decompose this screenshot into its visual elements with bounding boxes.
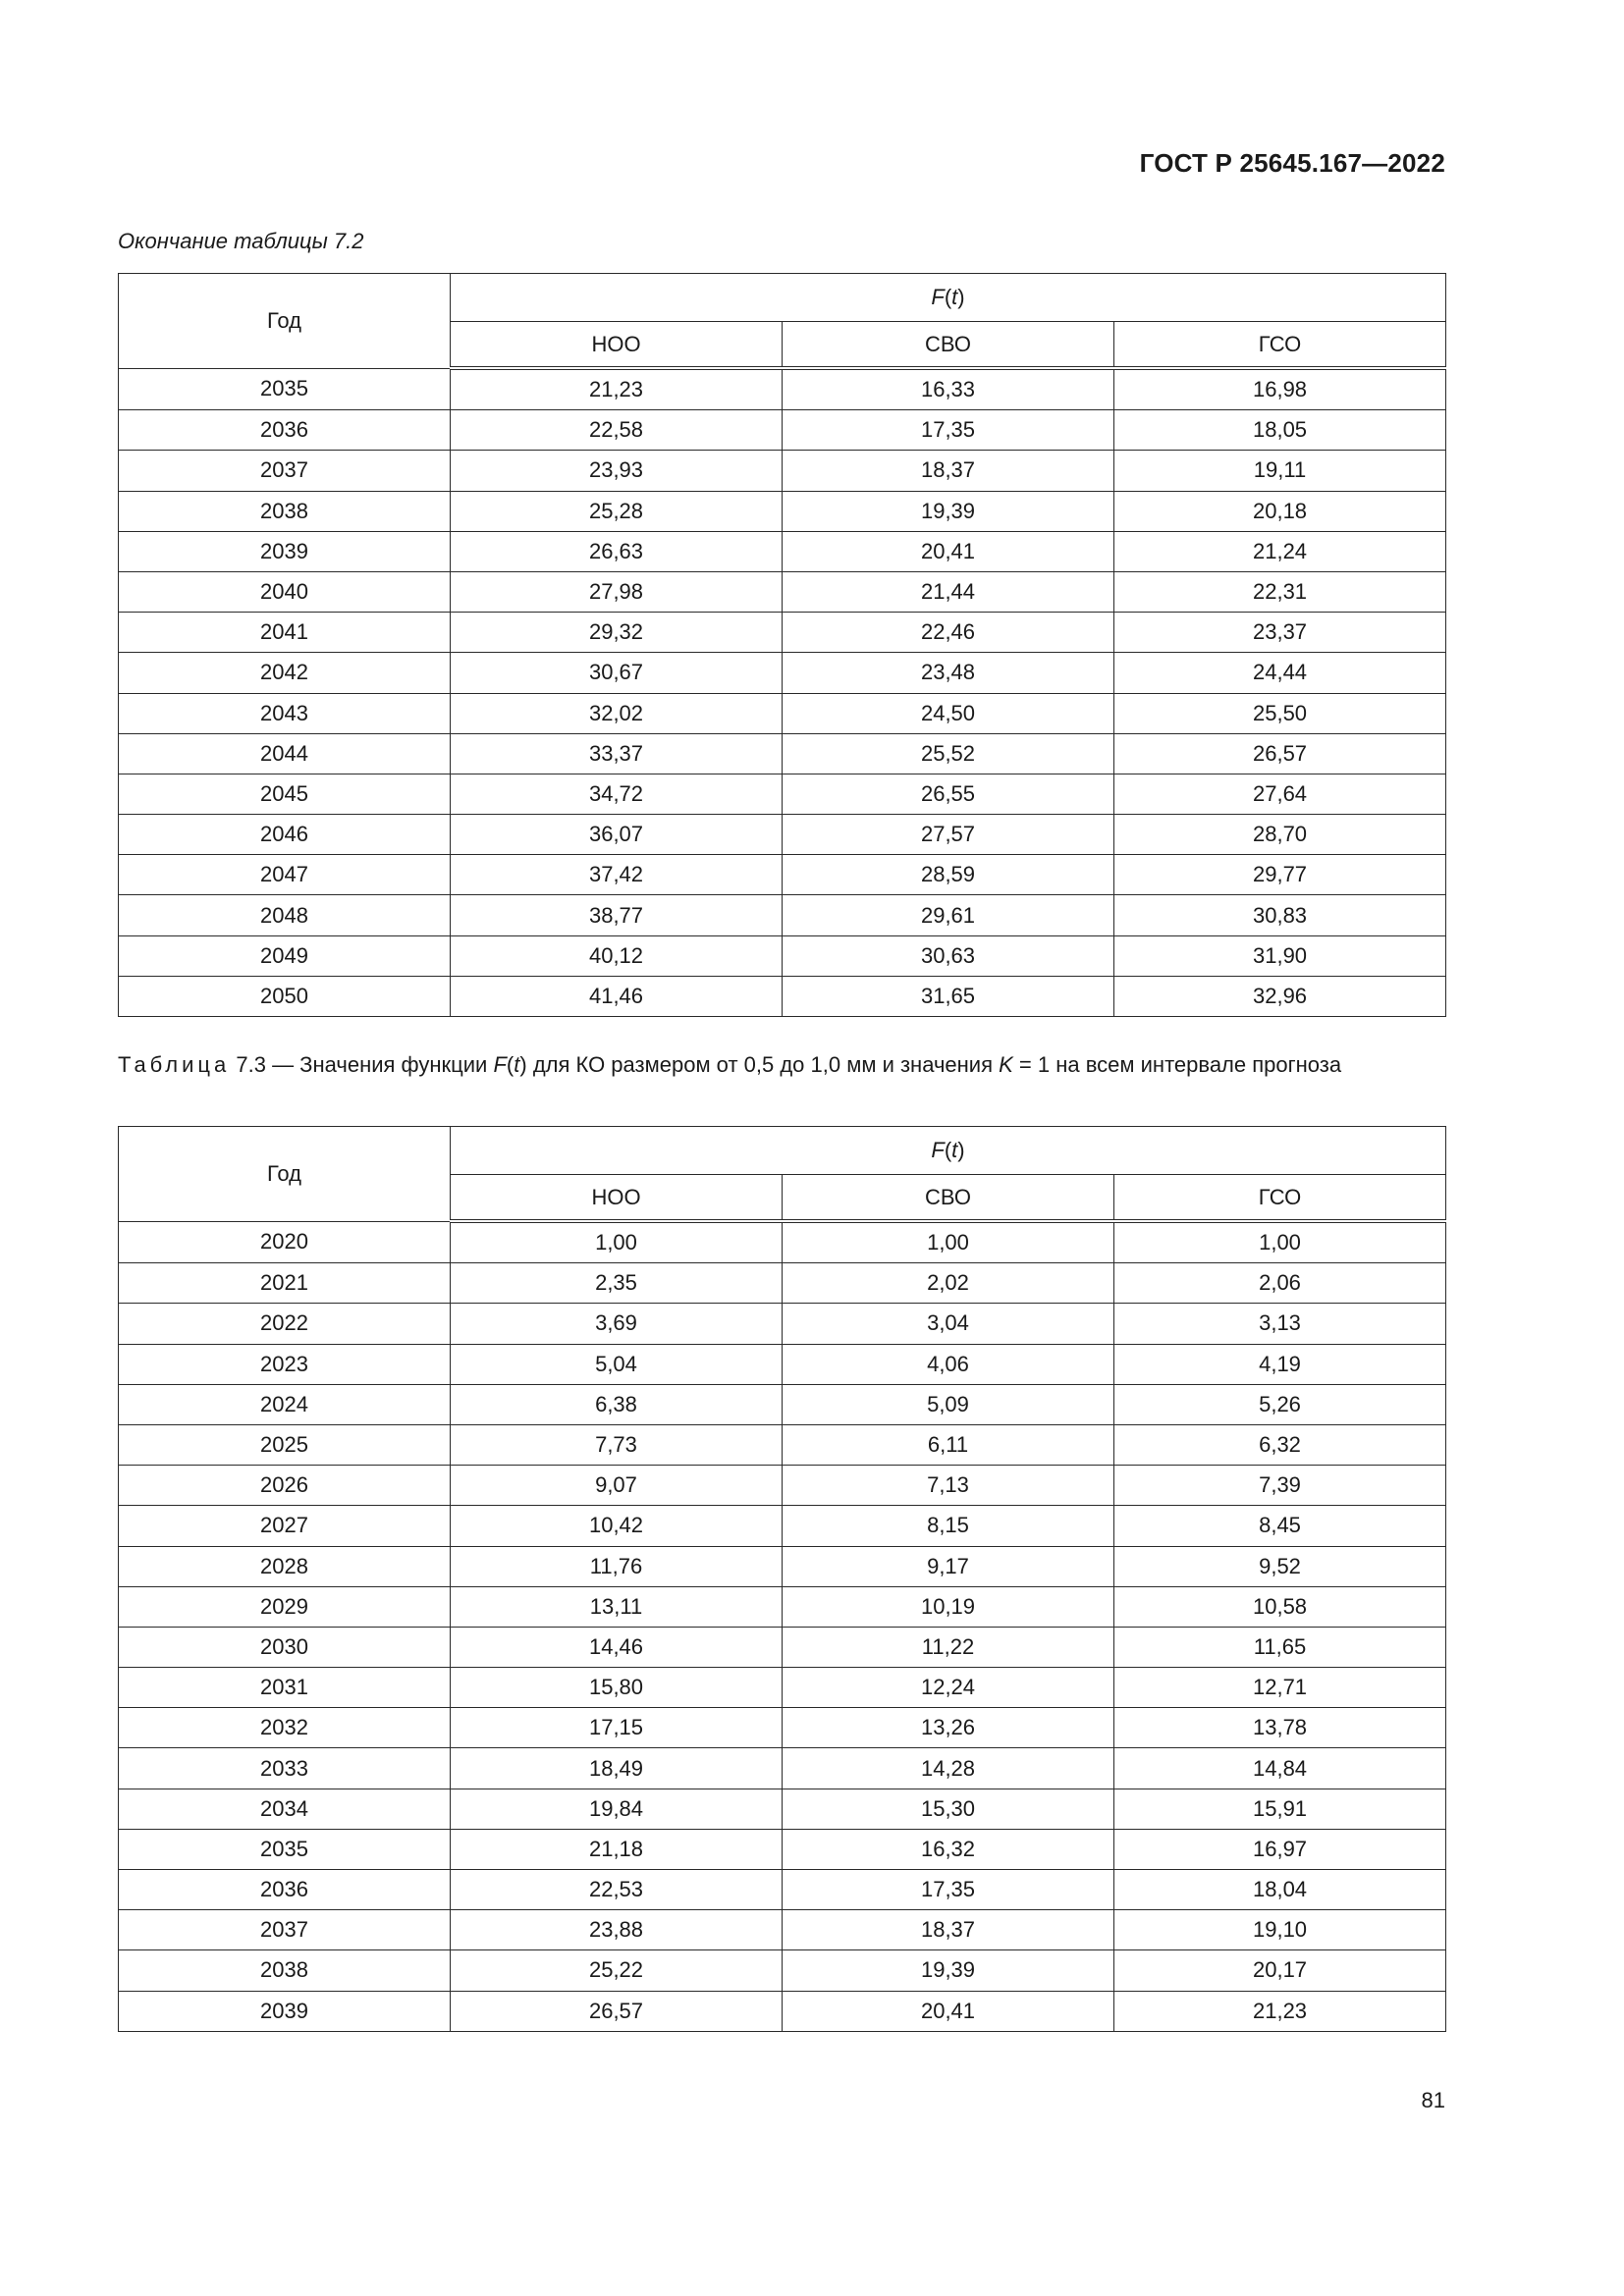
year-cell: 2033	[119, 1748, 451, 1789]
year-cell: 2024	[119, 1384, 451, 1424]
table-row	[119, 935, 1446, 976]
value-cell: 25,50	[1114, 693, 1446, 733]
value-cell: 21,24	[1114, 531, 1446, 571]
table-row	[119, 1221, 1446, 1263]
year-cell: 2021	[119, 1263, 451, 1304]
value-cell: 11,22	[783, 1627, 1114, 1667]
table-row	[119, 571, 1446, 612]
value-cell: 17,15	[451, 1708, 783, 1748]
table-7-3-body	[119, 1221, 1446, 2031]
table-row	[119, 451, 1446, 491]
table-row	[119, 531, 1446, 571]
table-row	[119, 1263, 1446, 1304]
f-t-column-header: F(t)	[451, 1127, 1446, 1175]
table-row	[119, 1829, 1446, 1869]
value-cell: 6,32	[1114, 1424, 1446, 1465]
year-cell: 2026	[119, 1466, 451, 1506]
table-row	[119, 1506, 1446, 1546]
value-cell: 29,77	[1114, 855, 1446, 895]
year-cell: 2050	[119, 976, 451, 1016]
year-cell: 2047	[119, 855, 451, 895]
value-cell: 18,05	[1114, 410, 1446, 451]
value-cell: 33,37	[451, 733, 783, 774]
table-row	[119, 815, 1446, 855]
year-cell: 2030	[119, 1627, 451, 1667]
year-cell: 2025	[119, 1424, 451, 1465]
year-cell: 2036	[119, 1870, 451, 1910]
year-cell: 2039	[119, 1991, 451, 2031]
value-cell: 19,39	[783, 1950, 1114, 1991]
value-cell: 13,78	[1114, 1708, 1446, 1748]
table-row	[119, 1910, 1446, 1950]
value-cell: 28,59	[783, 855, 1114, 895]
value-cell: 19,10	[1114, 1910, 1446, 1950]
value-cell: 2,02	[783, 1263, 1114, 1304]
value-cell: 23,37	[1114, 613, 1446, 653]
value-cell: 23,48	[783, 653, 1114, 693]
value-cell: 9,17	[783, 1546, 1114, 1586]
value-cell: 31,90	[1114, 935, 1446, 976]
value-cell: 24,44	[1114, 653, 1446, 693]
table-row	[119, 1304, 1446, 1344]
column-header-noo: НОО	[451, 322, 783, 369]
value-cell: 26,57	[451, 1991, 783, 2031]
year-column-header: Год	[119, 1127, 451, 1222]
value-cell: 12,71	[1114, 1668, 1446, 1708]
year-cell: 2048	[119, 895, 451, 935]
table-row	[119, 1708, 1446, 1748]
f-t-column-header: F(t)	[451, 274, 1446, 322]
value-cell: 10,58	[1114, 1586, 1446, 1627]
year-cell: 2042	[119, 653, 451, 693]
value-cell: 27,64	[1114, 774, 1446, 814]
value-cell: 3,13	[1114, 1304, 1446, 1344]
value-cell: 10,42	[451, 1506, 783, 1546]
table-row	[119, 1546, 1446, 1586]
value-cell: 18,04	[1114, 1870, 1446, 1910]
year-cell: 2027	[119, 1506, 451, 1546]
value-cell: 1,00	[451, 1221, 783, 1263]
page-number: 81	[1421, 2088, 1445, 2112]
table-row	[119, 1424, 1446, 1465]
value-cell: 20,17	[1114, 1950, 1446, 1991]
value-cell: 11,65	[1114, 1627, 1446, 1667]
table-row	[119, 368, 1446, 410]
value-cell: 19,84	[451, 1789, 783, 1829]
value-cell: 4,19	[1114, 1344, 1446, 1384]
value-cell: 2,06	[1114, 1263, 1446, 1304]
table-row	[119, 1586, 1446, 1627]
value-cell: 16,32	[783, 1829, 1114, 1869]
year-cell: 2034	[119, 1789, 451, 1829]
value-cell: 19,11	[1114, 451, 1446, 491]
table-row	[119, 693, 1446, 733]
year-cell: 2035	[119, 1829, 451, 1869]
value-cell: 32,96	[1114, 976, 1446, 1016]
value-cell: 18,37	[783, 1910, 1114, 1950]
value-cell: 14,46	[451, 1627, 783, 1667]
value-cell: 15,80	[451, 1668, 783, 1708]
value-cell: 3,04	[783, 1304, 1114, 1344]
value-cell: 24,50	[783, 693, 1114, 733]
year-cell: 2044	[119, 733, 451, 774]
value-cell: 17,35	[783, 1870, 1114, 1910]
value-cell: 13,11	[451, 1586, 783, 1627]
table-row	[119, 1466, 1446, 1506]
value-cell: 21,44	[783, 571, 1114, 612]
value-cell: 19,39	[783, 491, 1114, 531]
table-row	[119, 855, 1446, 895]
value-cell: 25,52	[783, 733, 1114, 774]
table-7-3	[118, 1126, 1446, 2032]
year-cell: 2045	[119, 774, 451, 814]
value-cell: 32,02	[451, 693, 783, 733]
table-row	[119, 410, 1446, 451]
table-row	[119, 895, 1446, 935]
value-cell: 37,42	[451, 855, 783, 895]
value-cell: 7,39	[1114, 1466, 1446, 1506]
year-cell: 2043	[119, 693, 451, 733]
year-cell: 2031	[119, 1668, 451, 1708]
table-row	[119, 1384, 1446, 1424]
value-cell: 16,98	[1114, 368, 1446, 410]
value-cell: 29,61	[783, 895, 1114, 935]
value-cell: 11,76	[451, 1546, 783, 1586]
table-row	[119, 976, 1446, 1016]
value-cell: 21,18	[451, 1829, 783, 1869]
table-row	[119, 491, 1446, 531]
year-cell: 2035	[119, 368, 451, 410]
year-cell: 2038	[119, 1950, 451, 1991]
value-cell: 9,07	[451, 1466, 783, 1506]
year-cell: 2032	[119, 1708, 451, 1748]
year-cell: 2041	[119, 613, 451, 653]
table-row	[119, 1870, 1446, 1910]
column-header-noo: НОО	[451, 1175, 783, 1222]
value-cell: 30,67	[451, 653, 783, 693]
value-cell: 15,91	[1114, 1789, 1446, 1829]
year-cell: 2037	[119, 1910, 451, 1950]
table-row	[119, 1344, 1446, 1384]
column-header-gso: ГСО	[1114, 1175, 1446, 1222]
value-cell: 26,63	[451, 531, 783, 571]
value-cell: 38,77	[451, 895, 783, 935]
value-cell: 26,55	[783, 774, 1114, 814]
year-cell: 2037	[119, 451, 451, 491]
value-cell: 5,04	[451, 1344, 783, 1384]
value-cell: 21,23	[1114, 1991, 1446, 2031]
value-cell: 8,15	[783, 1506, 1114, 1546]
table-7-2-continuation-caption: Окончание таблицы 7.2	[118, 229, 364, 253]
value-cell: 7,73	[451, 1424, 783, 1465]
year-cell: 2038	[119, 491, 451, 531]
value-cell: 5,09	[783, 1384, 1114, 1424]
value-cell: 27,98	[451, 571, 783, 612]
value-cell: 10,19	[783, 1586, 1114, 1627]
value-cell: 22,58	[451, 410, 783, 451]
value-cell: 8,45	[1114, 1506, 1446, 1546]
year-column-header: Год	[119, 274, 451, 369]
value-cell: 28,70	[1114, 815, 1446, 855]
value-cell: 7,13	[783, 1466, 1114, 1506]
table-7-2	[118, 273, 1446, 1017]
value-cell: 40,12	[451, 935, 783, 976]
value-cell: 34,72	[451, 774, 783, 814]
column-header-svo: СВО	[783, 322, 1114, 369]
table-row	[119, 1668, 1446, 1708]
year-cell: 2039	[119, 531, 451, 571]
value-cell: 22,53	[451, 1870, 783, 1910]
table-row	[119, 1789, 1446, 1829]
table-row	[119, 613, 1446, 653]
table-row	[119, 774, 1446, 814]
value-cell: 14,84	[1114, 1748, 1446, 1789]
year-cell: 2022	[119, 1304, 451, 1344]
year-cell: 2040	[119, 571, 451, 612]
table-row	[119, 1991, 1446, 2031]
value-cell: 21,23	[451, 368, 783, 410]
value-cell: 16,33	[783, 368, 1114, 410]
value-cell: 36,07	[451, 815, 783, 855]
value-cell: 41,46	[451, 976, 783, 1016]
value-cell: 13,26	[783, 1708, 1114, 1748]
table-row	[119, 733, 1446, 774]
value-cell: 18,49	[451, 1748, 783, 1789]
value-cell: 22,31	[1114, 571, 1446, 612]
value-cell: 6,38	[451, 1384, 783, 1424]
value-cell: 25,22	[451, 1950, 783, 1991]
year-cell: 2023	[119, 1344, 451, 1384]
value-cell: 31,65	[783, 976, 1114, 1016]
value-cell: 29,32	[451, 613, 783, 653]
value-cell: 30,83	[1114, 895, 1446, 935]
year-cell: 2046	[119, 815, 451, 855]
value-cell: 18,37	[783, 451, 1114, 491]
value-cell: 5,26	[1114, 1384, 1446, 1424]
value-cell: 6,11	[783, 1424, 1114, 1465]
value-cell: 15,30	[783, 1789, 1114, 1829]
document-code: ГОСТ Р 25645.167—2022	[1139, 148, 1445, 178]
table-row	[119, 1627, 1446, 1667]
year-cell: 2029	[119, 1586, 451, 1627]
value-cell: 3,69	[451, 1304, 783, 1344]
value-cell: 14,28	[783, 1748, 1114, 1789]
value-cell: 25,28	[451, 491, 783, 531]
year-cell: 2020	[119, 1221, 451, 1263]
value-cell: 26,57	[1114, 733, 1446, 774]
column-header-gso: ГСО	[1114, 322, 1446, 369]
value-cell: 2,35	[451, 1263, 783, 1304]
value-cell: 1,00	[1114, 1221, 1446, 1263]
value-cell: 9,52	[1114, 1546, 1446, 1586]
table-7-2-body	[119, 368, 1446, 1017]
table-row	[119, 1950, 1446, 1991]
value-cell: 30,63	[783, 935, 1114, 976]
value-cell: 23,88	[451, 1910, 783, 1950]
value-cell: 20,41	[783, 531, 1114, 571]
value-cell: 4,06	[783, 1344, 1114, 1384]
column-header-svo: СВО	[783, 1175, 1114, 1222]
value-cell: 20,18	[1114, 491, 1446, 531]
value-cell: 20,41	[783, 1991, 1114, 2031]
value-cell: 22,46	[783, 613, 1114, 653]
table-row	[119, 1748, 1446, 1789]
value-cell: 23,93	[451, 451, 783, 491]
value-cell: 12,24	[783, 1668, 1114, 1708]
value-cell: 1,00	[783, 1221, 1114, 1263]
table-7-3-caption: Таблица 7.3 — Значения функции F(t) для КО размером от 0,5 до 1,0 мм и значения K = 1 на всем интервале прогноза	[118, 1052, 1342, 1077]
value-cell: 27,57	[783, 815, 1114, 855]
table-row	[119, 653, 1446, 693]
year-cell: 2028	[119, 1546, 451, 1586]
value-cell: 17,35	[783, 410, 1114, 451]
year-cell: 2036	[119, 410, 451, 451]
value-cell: 16,97	[1114, 1829, 1446, 1869]
year-cell: 2049	[119, 935, 451, 976]
